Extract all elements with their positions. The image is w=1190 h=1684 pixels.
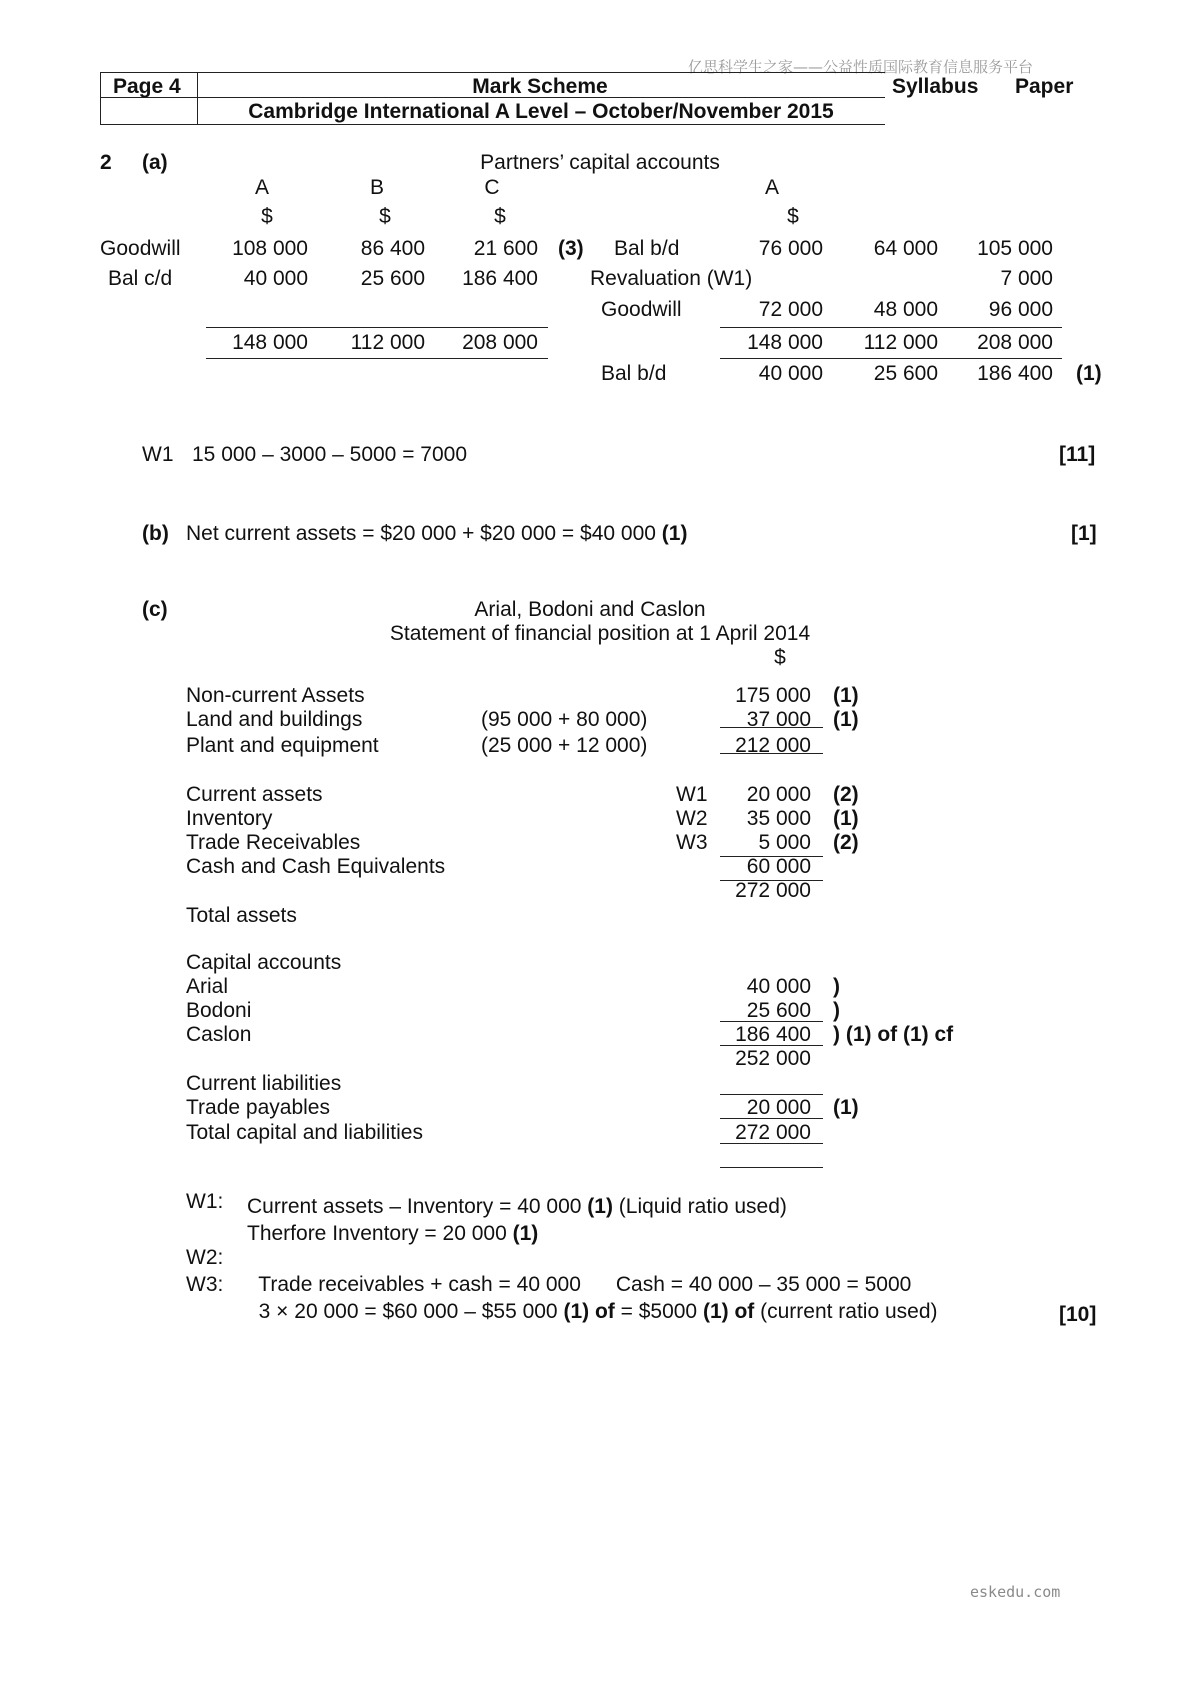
right-col-unit: $ xyxy=(787,205,799,228)
part-a-label: (a) xyxy=(142,151,168,174)
sofp-mark: (1) xyxy=(833,1096,859,1119)
col-head-b: B xyxy=(369,176,384,199)
working-text: = $5000 xyxy=(614,1300,703,1323)
working-c-label: W3: xyxy=(186,1273,224,1296)
sofp-label: Trade payables xyxy=(186,1096,330,1119)
right-total-bottom-rule xyxy=(720,358,1062,359)
right-row-value: 105 000 xyxy=(977,237,1053,260)
sofp-label: Capital accounts xyxy=(186,951,342,974)
part-c-subtitle: Statement of financial position at 1 April 2014 xyxy=(389,622,811,645)
right-total-top-rule xyxy=(720,327,1062,328)
sofp-working-ref: W1 xyxy=(676,783,708,806)
part-a-title: Partners’ capital accounts xyxy=(480,151,720,174)
sofp-label: Current liabilities xyxy=(186,1072,342,1095)
left-row-value: 186 400 xyxy=(462,267,538,290)
sofp-label: Total assets xyxy=(186,904,297,927)
part-b-label: (b) xyxy=(142,522,169,545)
sofp-label: Caslon xyxy=(186,1023,252,1046)
left-row-value: 21 600 xyxy=(473,237,538,260)
sofp-value: 37 000 xyxy=(746,708,811,731)
left-row-value: 86 400 xyxy=(360,237,425,260)
sofp-mark: (2) xyxy=(833,783,859,806)
sofp-rule xyxy=(720,1118,823,1119)
sofp-label: Plant and equipment xyxy=(186,734,379,757)
sofp-label: Land and buildings xyxy=(186,708,363,731)
header-left-border xyxy=(100,72,101,124)
sofp-label: Trade Receivables xyxy=(186,831,361,854)
sofp-value: 252 000 xyxy=(735,1047,811,1070)
left-total-top-rule xyxy=(206,327,548,328)
sofp-value: 212 000 xyxy=(735,734,811,757)
question-number: 2 xyxy=(100,151,112,174)
part-c-title: Arial, Bodoni and Caslon xyxy=(474,598,706,621)
sofp-rule xyxy=(720,1143,823,1144)
sofp-working-ref: W2 xyxy=(676,807,708,830)
sofp-label: Inventory xyxy=(186,807,273,830)
working-mark: (1) of xyxy=(563,1300,615,1323)
working-mark: (1) of xyxy=(702,1300,755,1323)
left-total-bottom-rule xyxy=(206,358,548,359)
sofp-value: 40 000 xyxy=(746,975,811,998)
left-row-value: 25 600 xyxy=(360,267,425,290)
sofp-value: 272 000 xyxy=(735,879,811,902)
sofp-label: Arial xyxy=(186,975,229,998)
sofp-rule xyxy=(720,880,823,881)
sofp-rule xyxy=(720,1021,823,1022)
working-c-line xyxy=(247,1195,787,1219)
sofp-mark: (1) xyxy=(833,684,859,707)
working-text: (current ratio used) xyxy=(754,1300,938,1323)
right-row-label: Goodwill xyxy=(601,298,682,321)
sofp-label: Current assets xyxy=(186,783,323,806)
header-title: Mark Scheme xyxy=(472,75,608,98)
header-bottom-border xyxy=(100,124,885,125)
working-text: Therfore Inventory = 20 000 xyxy=(247,1222,513,1245)
watermark-text: 亿思科学生之家——公益性质国际教育信息服务平台 xyxy=(688,58,1034,76)
left-row-mark: (3) xyxy=(558,237,584,260)
part-c-label: (c) xyxy=(142,598,168,621)
sofp-label: Non-current Assets xyxy=(186,684,365,707)
col-unit-c: $ xyxy=(494,205,506,228)
working-text: Trade receivables + cash = 40 000 Cash = 40 000 – 35 000 = 5000 xyxy=(258,1273,912,1296)
header-syllabus: Syllabus xyxy=(892,75,979,98)
left-row-value: 108 000 xyxy=(232,237,308,260)
sofp-label: Bodoni xyxy=(186,999,252,1022)
col-head-a: A xyxy=(254,176,269,199)
header-top-border xyxy=(100,72,885,73)
right-bal-label: Bal b/d xyxy=(601,362,667,385)
left-row-value: 40 000 xyxy=(243,267,308,290)
sofp-value: 5 000 xyxy=(758,831,811,854)
sofp-mark: ) xyxy=(833,975,840,998)
header-subtitle: Cambridge International A Level – October/November 2015 xyxy=(248,100,834,123)
footer-site: eskedu.com xyxy=(970,1583,1061,1601)
col-head-c: C xyxy=(484,176,500,199)
working-c-line xyxy=(247,1276,938,1324)
sofp-rule xyxy=(720,1094,823,1095)
working-mark: (1) xyxy=(512,1222,539,1245)
total-marks-c: [10] xyxy=(1059,1303,1097,1326)
right-row-value: 72 000 xyxy=(758,298,823,321)
left-total-value: 208 000 xyxy=(462,331,538,354)
sofp-note: (25 000 + 12 000) xyxy=(481,734,648,757)
sofp-label: Total capital and liabilities xyxy=(186,1121,423,1144)
right-bal-mark: (1) xyxy=(1076,362,1102,385)
working-text: (Liquid ratio used) xyxy=(612,1195,787,1218)
sofp-value: 186 400 xyxy=(735,1023,811,1046)
working-label: W1 xyxy=(142,443,174,466)
left-row-label: Bal c/d xyxy=(108,267,173,290)
left-total-value: 112 000 xyxy=(350,331,425,354)
working-mark: (1) xyxy=(587,1195,613,1218)
sofp-rule xyxy=(720,1167,823,1168)
right-bal-value: 40 000 xyxy=(758,362,823,385)
part-b-mark: (1) xyxy=(661,522,688,545)
right-total-value: 112 000 xyxy=(863,331,938,354)
sofp-rule xyxy=(720,727,823,728)
sofp-mark: ) xyxy=(833,999,840,1022)
total-marks-b: [1] xyxy=(1071,522,1097,545)
col-unit-a: $ xyxy=(261,205,273,228)
right-row-value: 48 000 xyxy=(873,298,938,321)
right-row-value: 76 000 xyxy=(758,237,823,260)
left-total-value: 148 000 xyxy=(232,331,308,354)
right-row-label: Bal b/d xyxy=(614,237,680,260)
sofp-value: 175 000 xyxy=(735,684,811,707)
part-b-statement: Net current assets = $20 000 + $20 000 = $40 000 xyxy=(186,522,656,545)
working-text: Current assets – Inventory = 40 000 xyxy=(247,1195,588,1218)
sofp-rule xyxy=(720,1045,823,1046)
col-unit-b: $ xyxy=(379,205,391,228)
sofp-label: Cash and Cash Equivalents xyxy=(186,855,446,878)
sofp-rule xyxy=(720,753,823,754)
sofp-rule xyxy=(720,856,823,857)
page-number: Page 4 xyxy=(113,75,181,98)
sofp-mark: (1) xyxy=(833,708,859,731)
part-b-text xyxy=(186,522,687,546)
right-row-label: Revaluation (W1) xyxy=(590,267,753,290)
sofp-value: 20 000 xyxy=(746,783,811,806)
right-bal-value: 25 600 xyxy=(873,362,938,385)
working-text: 3 × 20 000 = $60 000 – $55 000 xyxy=(258,1300,564,1323)
sofp-working-ref: W3 xyxy=(676,831,708,854)
right-col-head: A xyxy=(764,176,779,199)
right-bal-value: 186 400 xyxy=(977,362,1053,385)
right-row-value: 64 000 xyxy=(873,237,938,260)
total-marks-a: [11] xyxy=(1059,443,1096,466)
sofp-value: 60 000 xyxy=(746,855,811,878)
sofp-note: (95 000 + 80 000) xyxy=(481,708,648,731)
working-c-label: W1: xyxy=(186,1190,224,1213)
right-row-value: 7 000 xyxy=(1000,267,1053,290)
sofp-value: 20 000 xyxy=(746,1096,811,1119)
sofp-mark: ) (1) of (1) cf xyxy=(833,1023,954,1046)
left-row-label: Goodwill xyxy=(100,237,181,260)
right-row-value: 96 000 xyxy=(988,298,1053,321)
part-c-unit: $ xyxy=(774,646,786,669)
working-c-line xyxy=(247,1222,538,1246)
sofp-value: 25 600 xyxy=(746,999,811,1022)
sofp-mark: (1) xyxy=(833,807,859,830)
header-paper: Paper xyxy=(1015,75,1074,98)
working-text: 15 000 – 3000 – 5000 = 7000 xyxy=(192,443,468,466)
working-c-label: W2: xyxy=(186,1246,224,1269)
sofp-value: 272 000 xyxy=(735,1121,811,1144)
sofp-mark: (2) xyxy=(833,831,859,854)
right-total-value: 148 000 xyxy=(747,331,823,354)
sofp-value: 35 000 xyxy=(746,807,811,830)
right-total-value: 208 000 xyxy=(977,331,1053,354)
